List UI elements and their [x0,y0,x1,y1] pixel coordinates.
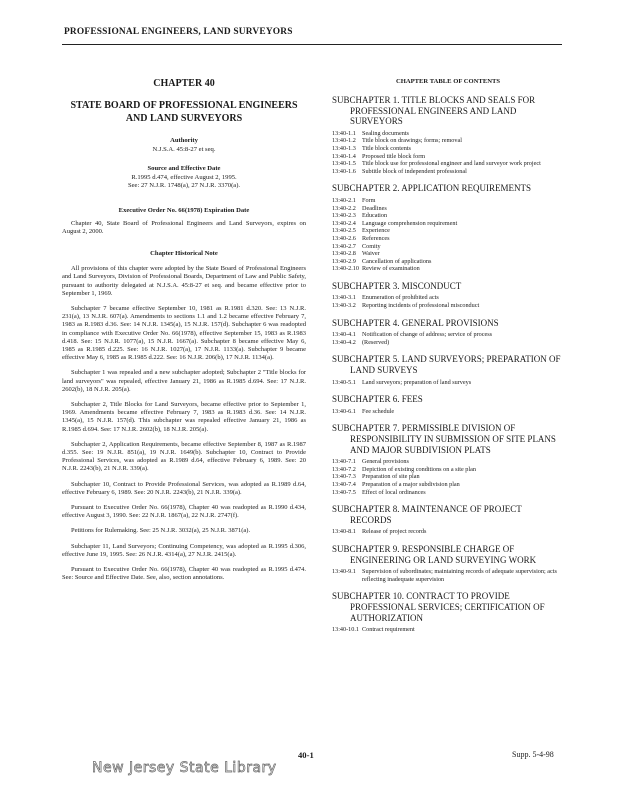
subchapter-title: SUBCHAPTER 4. GENERAL PROVISIONS [332,317,499,328]
section-number: 13:40-4.2 [332,338,356,346]
toc-section [332,473,564,481]
toc-body [332,95,564,634]
history-heading: Chapter Historical Note [150,250,218,258]
section-number: 13:40-9.1 [332,568,356,576]
section-title: Fee schedule [362,407,395,415]
section-title: Form [362,196,376,204]
section-list [332,528,564,536]
section-number: 13:40-1.5 [332,160,356,168]
section-number: 13:40-8.1 [332,528,356,536]
section-title: Land surveyors; preparation of land surveys [362,378,472,386]
section-list [332,130,564,176]
section-list [332,331,564,346]
toc-section [332,227,564,235]
left-column [62,78,306,589]
section-title: Contract requirement [362,626,415,634]
library-watermark: New Jersey State Library [92,760,277,776]
history-paragraph: All provisions of this chapter were adopted by the State Board of Professional Engineers and Land Surveyors, Division of Professional Boards, Department of Law and Public Safety, pursuant to authority delegated at N.J.S.A. 45:8-27 et seq. and became effective prior to September 1, 1969. [62,265,306,297]
section-title: Effect of local ordinances [362,488,426,496]
toc-section [332,235,564,243]
toc-section [332,212,564,220]
subchapter-title: SUBCHAPTER 10. CONTRACT TO PROVIDE PROFESSIONAL SERVICES; CERTIFICATION OF AUTHORIZATION [332,591,545,623]
section-title: Waiver [362,250,380,258]
section-title: Title block on drawings; forms; removal [362,137,462,145]
section-list [332,568,564,583]
section-number: 13:40-2.3 [332,212,356,220]
section-title: Depiction of existing conditions on a site plan [362,465,476,473]
section-title: Reporting incidents of professional misconduct [362,302,480,310]
subchapter-title: SUBCHAPTER 8. MAINTENANCE OF PROJECT RECORDS [332,504,522,525]
toc-section [332,137,564,145]
toc-section [332,489,564,497]
toc-section [332,160,564,168]
section-title: Proposed title block form [362,152,426,160]
toc-section [332,153,564,161]
section-number: 13:40-2.9 [332,257,356,265]
history-paragraph: Subchapter 2, Title Blocks for Land Surveyors, became effective prior to September 1, 1969. Amendments became effective February 7, 1983 as R.1983 d.36. See: 14 N.J.R. 1345(a), 15 N.J.R. 157(d). This subchapter was repealed effective January 21, 1986 as R.1985 d.694. See: 17 N.J.R. 2602(b), 18 N.J.R. 205(a). [62,401,306,433]
expiration-text: Chapter 40, State Board of Professional Engineers and Land Surveyors, expires on August 2, 2000. [62,219,306,235]
section-number: 13:40-2.4 [332,219,356,227]
authority-heading: Authority [170,137,198,144]
section-title: (Reserved) [362,338,390,346]
authority-text: N.J.S.A. 45:8-27 et seq. [152,146,216,153]
section-number: 13:40-2.8 [332,250,356,258]
section-number: 13:40-1.6 [332,167,356,175]
toc-section [332,339,564,347]
section-number: 13:40-4.1 [332,331,356,339]
section-number: 13:40-1.4 [332,152,356,160]
section-number: 13:40-2.7 [332,242,356,250]
history-paragraph: Pursuant to Executive Order No. 66(1978), Chapter 40 was readopted as R.1990 d.434, effective August 3, 1990. See: 22 N.J.R. 1867(a), 22 N.J.R. 2747(f). [62,504,306,520]
section-title: Review of examination [362,265,420,273]
running-head: PROFESSIONAL ENGINEERS, LAND SURVEYORS [64,27,293,37]
expiration-heading: Executive Order No. 66(1978) Expiration Date [118,206,250,214]
section-number: 13:40-3.2 [332,302,356,310]
section-number: 13:40-2.5 [332,227,356,235]
section-title: Preparation of site plan [362,473,420,481]
section-list [332,197,564,273]
toc-section [332,243,564,251]
toc-section [332,331,564,339]
section-number: 13:40-7.2 [332,465,356,473]
source-line-1: R.1995 d.474, effective August 2, 1995. [131,173,237,181]
toc-section [332,528,564,536]
toc-heading: CHAPTER TABLE OF CONTENTS [395,78,501,85]
section-title: References [362,234,390,242]
section-number: 13:40-7.5 [332,488,356,496]
table-of-contents [332,78,564,642]
section-number: 13:40-7.3 [332,473,356,481]
toc-section [332,458,564,466]
section-number: 13:40-6.1 [332,407,356,415]
section-title: Deadlines [362,204,387,212]
toc-section [332,145,564,153]
section-list [332,458,564,496]
history-paragraph: Petitions for Rulemaking. See: 25 N.J.R. 3032(a), 25 N.J.R. 3871(a). [71,527,251,535]
section-number: 13:40-5.1 [332,378,356,386]
section-title: Experience [362,227,390,235]
toc-section [332,197,564,205]
section-number: 13:40-1.3 [332,144,356,152]
section-number: 13:40-7.1 [332,458,356,466]
section-title: Enumeration of prohibited acts [362,294,439,302]
section-title: Title block contents [362,144,411,152]
toc-section [332,568,564,583]
subchapter-title: SUBCHAPTER 2. APPLICATION REQUIREMENTS [332,183,532,194]
section-list [332,379,564,387]
section-title: Preparation of a major subdivision plan [362,480,460,488]
subchapter-title: SUBCHAPTER 5. LAND SURVEYORS; PREPARATION OF LAND SURVEYS [332,354,561,376]
supplement-date: Supp. 5-4-98 [512,750,554,759]
chapter-number: CHAPTER 40 [153,78,215,89]
source-heading: Source and Effective Date [147,164,221,172]
section-number: 13:40-2.1 [332,196,356,204]
subchapter-title: SUBCHAPTER 1. TITLE BLOCKS AND SEALS FOR PROFESSIONAL ENGINEERS AND LAND SURVEYORS [332,95,536,127]
toc-section [332,258,564,266]
section-list [332,408,564,416]
section-number: 13:40-2.6 [332,234,356,242]
subchapter-title: SUBCHAPTER 9. RESPONSIBLE CHARGE OF ENGINEERING OR LAND SURVEYING WORK [332,543,537,565]
toc-section [332,130,564,138]
subchapter-title: SUBCHAPTER 7. PERMISSIBLE DIVISION OF RESPONSIBILITY IN SUBMISSION OF SITE PLANS AND MAJOR SUBDIVISION PLATS [332,423,556,455]
toc-section [332,466,564,474]
section-list [332,294,564,309]
section-title: General provisions [362,458,409,466]
section-title: Language comprehension requirement [362,219,458,227]
section-title: Education [362,212,388,220]
section-list [332,626,564,634]
section-number: 13:40-2.10 [332,265,359,273]
toc-section [332,481,564,489]
chapter-title: STATE BOARD OF PROFESSIONAL ENGINEERS AND LAND SURVEYORS [70,100,298,124]
toc-section [332,250,564,258]
section-title: Release of project records [362,528,427,536]
toc-section [332,626,564,634]
section-title: Comity [362,242,381,250]
toc-section [332,168,564,176]
toc-section [332,294,564,302]
section-title: Notification of change of address; service of process [362,331,493,339]
section-title: Subtitle block of independent professional [362,167,467,175]
section-number: 13:40-1.2 [332,137,356,145]
toc-section [332,220,564,228]
header-rule [62,44,562,45]
toc-section [332,205,564,213]
history-paragraph: Subchapter 2, Application Requirements, became effective September 8, 1987 as R.1987 d.355. See: 19 N.J.R. 851(a), 19 N.J.R. 1649(b). Subchapter 10, Contract to Provide Professional Services, was adopted as R.1989 d.64, effective February 6, 1989. See: 20 N.J.R. 2243(b), 21 N.J.R. 339(a). [62,440,306,473]
toc-section [332,379,564,387]
section-title: Title block use for professional engineer and land surveyor work project [362,160,541,168]
section-title: Cancellation of applications [362,257,432,265]
toc-section [332,408,564,416]
toc-section [332,265,564,273]
section-number: 13:40-7.4 [332,480,356,488]
subchapter-title: SUBCHAPTER 6. FEES [332,394,423,405]
section-title: Supervision of subordinates; maintaining records of adequate supervision; acts reflecting inadequate supervision [362,568,557,583]
history-paragraph: Subchapter 11, Land Surveyors; Continuing Competency, was adopted as R.1995 d.306, effective June 19, 1995. See: 26 N.J.R. 4314(a), 27 N.J.R. 2415(a). [62,542,306,558]
section-number: 13:40-1.1 [332,129,356,137]
section-number: 13:40-3.1 [332,294,356,302]
subchapter-title: SUBCHAPTER 3. MISCONDUCT [332,280,462,291]
section-title: Sealing documents [362,129,409,137]
history-paragraph: Subchapter 1 was repealed and a new subchapter adopted; Subchapter 2 "Title blocks for land surveyors" was repealed, effective January 21, 1986 as R.1985 d.694. See: 17 N.J.R. 2602(b), 18 N.J.R. 205(a). [62,369,306,393]
toc-section [332,302,564,310]
history-paragraph: Subchapter 10, Contract to Provide Professional Services, was adopted as R.1989 d.64, effective February 6, 1989. See: 20 N.J.R. 2243(b), 21 N.J.R. 339(a). [62,480,306,496]
page-number: 40-1 [298,750,314,760]
section-number: 13:40-2.2 [332,204,356,212]
section-number: 13:40-10.1 [332,626,359,634]
source-line-2: See: 27 N.J.R. 1748(a), 27 N.J.R. 3370(a). [127,182,241,190]
history-paragraph: Pursuant to Executive Order No. 66(1978), Chapter 40 was readopted as R.1995 d.474. See: Source and Effective Date. See, also, section annotations. [62,566,306,582]
history-paragraph: Subchapter 7 became effective September 10, 1981 as R.1981 d.320. See: 13 N.J.R. 231(a), 13 N.J.R. 607(a). Amendments to sections 1.1 and 1.2 became effective February 7, 1983 as R.1983 d.36. See: 14 N.J.R. 1345(a), 15 N.J.R. 157(d). Subchapter 6 was readopted in compliance with Executive Order No. 66(1978), effective September 15, 1983 as R.1983 d.418. See: 15 N.J.R. 1077(a), 15 N.J.R. 1667(a). Subchapter 8 became effective May 6, 1985 as R.1985 d.225. See: 16 N.J.R. 1027(a), 17 N.J.R. 1133(a). Subchapter 9 became effective May 6, 1985 as R.1985 d.222. See: 16 N.J.R. 206(b), 17 N.J.R. 1134(a). [62,305,306,362]
